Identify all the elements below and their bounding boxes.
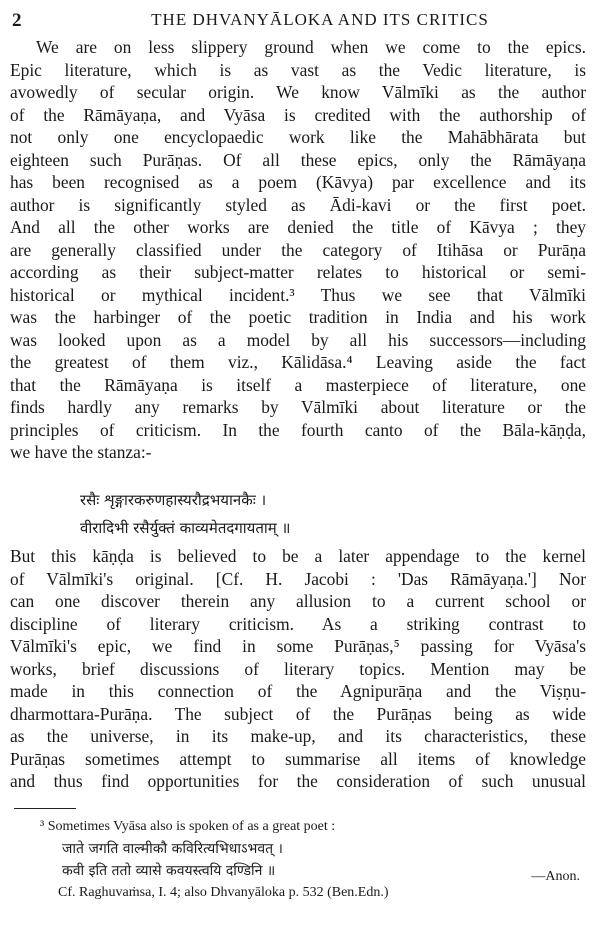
text-line: as the universe, in its make-up, and its characteristics, these (10, 726, 586, 746)
footnote-divider (14, 808, 76, 809)
text-line: finds hardly any remarks by Vālmīki about literature or the (10, 397, 586, 417)
text-line: that the Rāmāyaṇa is itself a masterpiece of literature, one (10, 374, 586, 395)
text-line: Purāṇas sometimes attempt to summarise all items of knowledge (10, 748, 586, 769)
text-line: discipline of literary criticism. As a striking contrast to (10, 613, 586, 634)
text-line: author is significantly styled as Ādi-kavi or the first poet. (10, 194, 586, 215)
page-header (0, 10, 600, 36)
footnote-verse-line: कवी इति ततो व्यासे कवयस्त्वयि दण्डिनि ॥ (62, 863, 276, 879)
text-line: But this kāṇḍa is believed to be a later appendage to the kernel (10, 546, 586, 566)
paragraph-kanda (10, 545, 586, 793)
footnote (40, 816, 590, 904)
text-line: has been recognised as a poem (Kāvya) par excellence and its (10, 172, 586, 192)
running-head: THE DHVANYĀLOKA AND ITS CRITICS (151, 10, 489, 29)
text-line: and thus find opportunities for the consideration of such unusual (10, 771, 586, 791)
stanza-line: रसैः शृङ्गारकरुणहास्यरौद्रभयानकैः । (80, 491, 267, 509)
text-line: of the Rāmāyaṇa, and Vyāsa is credited with the authorship of (10, 104, 586, 125)
text-line: eighteen such Purāṇas. Of all these epics, only the Rāmāyaṇa (10, 149, 586, 170)
footnote-reference: Cf. Raghuvaṁsa, I. 4; also Dhvanyāloka p. 532 (Ben.Edn.) (58, 885, 389, 900)
text-line: works, brief discussions of literary topics. Mention may be (10, 658, 586, 679)
text-line: not only one encyclopaedic work like the Mahābhārata but (10, 127, 586, 147)
text-line: historical or mythical incident.³ Thus we see that Vālmīki (10, 284, 586, 305)
text-line: the greatest of them viz., Kālidāsa.⁴ Leaving aside the fact (10, 352, 586, 372)
footnote-verse-line: जाते जगति वाल्मीकौ कविरित्यभिधाऽभवत् । (62, 841, 283, 857)
text-line: we have the stanza:- (10, 442, 152, 462)
text-line: And all the other works are denied the title of Kāvya ; they (10, 217, 586, 237)
sanskrit-stanza (80, 486, 500, 542)
stanza-line: वीरादिभी रसैर्युक्तं काव्यमेतदगायताम् ॥ (80, 519, 291, 537)
footnote-attribution: —Anon. (531, 869, 580, 884)
text-line: can one discover therein any allusion to a current school or (10, 591, 586, 611)
text-line: made in this connection of the Agnipurāṇa and the Viṣṇu- (10, 681, 586, 701)
text-line: are generally classified under the category of Itihāsa or Purāṇa (10, 239, 586, 260)
footnote-intro: ³ Sometimes Vyāsa also is spoken of as a great poet : (40, 819, 336, 834)
text-line: was looked upon as a model by all his successors—including (10, 329, 586, 350)
text-line: avowedly of secular origin. We know Vālmīki as the author (10, 82, 586, 102)
text-line: We are on less slippery ground when we come to the epics. (36, 37, 586, 57)
text-line: was the harbinger of the poetic tradition in India and his work (10, 307, 586, 327)
text-line: Epic literature, which is as vast as the Vedic literature, is (10, 59, 586, 80)
text-line: of Vālmīki's original. [Cf. H. Jacobi : 'Das Rāmāyaṇa.'] Nor (10, 568, 586, 589)
text-line: according as their subject-matter relates to historical or semi- (10, 262, 586, 282)
text-line: dharmottara-Purāṇa. The subject of the Purāṇas being as wide (10, 703, 586, 724)
paragraph-epics (10, 36, 586, 464)
page-number: 2 (12, 10, 22, 31)
text-line: principles of criticism. In the fourth canto of the Bāla-kāṇḍa, (10, 419, 586, 440)
text-line: Vālmīki's epic, we find in some Purāṇas,⁵ passing for Vyāsa's (10, 636, 586, 656)
